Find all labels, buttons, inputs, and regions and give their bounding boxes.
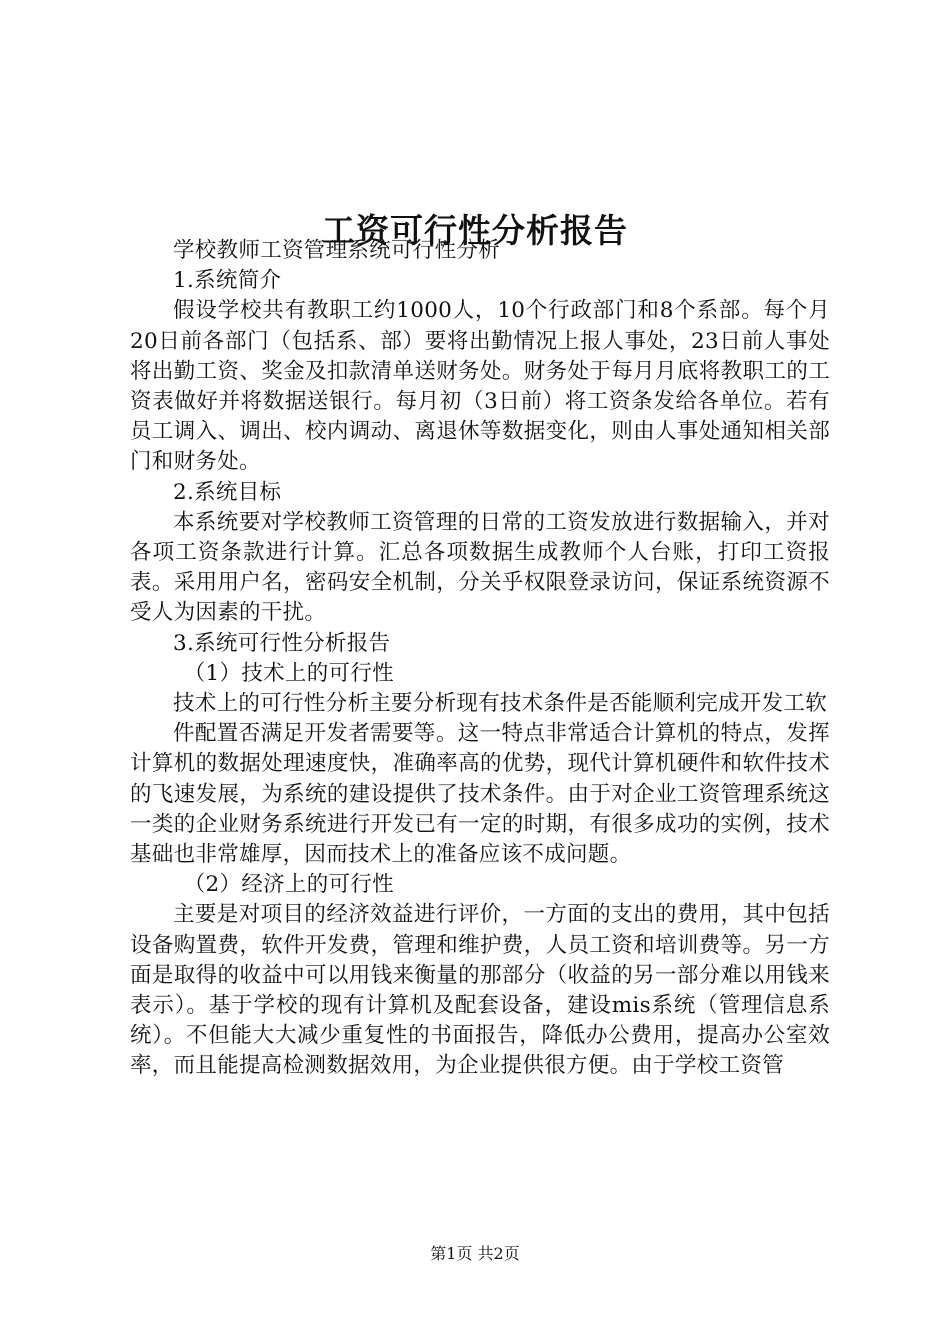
paragraph-system-intro: 假设学校共有教职工约1000人，10个行政部门和8个系部。每个月20日前各部门（包括系、部）要将出勤情况上报人事处，23日前人事处将出勤工资、奖金及扣款清单送财务处。财务处于每月月底将教职工的工资表做好并将数据送银行。每月初（3日前）将工资条发给各单位。若有员工调入、调出、校内调动、离退休等数据变化，则由人事处通知相关部门和财务处。 <box>130 298 830 475</box>
document-body <box>130 236 830 1082</box>
section-heading-1: 1.系统简介 <box>173 268 282 294</box>
paragraph-system-goal: 本系统要对学校教师工资管理的日常的工资发放进行数据输入，并对各项工资条款进行计算。汇总各项数据生成教师个人台账，打印工资报表。采用用户名，密码安全机制，分关乎权限登录访问，保证系统资源不受人为因素的干扰。 <box>130 509 830 626</box>
section-heading-3: 3.系统可行性分析报告 <box>173 630 391 656</box>
subtitle-paragraph: 学校教师工资管理系统可行性分析 <box>173 238 501 263</box>
subsection-heading-technical: （1）技术上的可行性 <box>183 660 394 686</box>
paragraph-technical-2: 件配置否满足开发者需要等。这一特点非常适合计算机的特点，发挥计算机的数据处理速度快，准确率高的优势，现代计算机硬件和软件技术的飞速发展，为系统的建设提供了技术条件。由于对企业工资管理系统这一类的企业财务系统进行开发已有一定的时期，有很多成功的实例，技术基础也非常雄厚，因而技术上的准备应该不成问题。 <box>130 721 830 868</box>
paragraph-technical-1: 技术上的可行性分析主要分析现有技术条件是否能顺利完成开发工软 <box>173 691 828 717</box>
document-title: 工资可行性分析报告 <box>322 211 628 251</box>
paragraph-economic: 主要是对项目的经济效益进行评价，一方面的支出的费用，其中包括设备购置费，软件开发费，管理和维护费，人员工资和培训费等。另一方面是取得的收益中可以用钱来衡量的那部分（收益的另一部分难以用钱来表示）。基于学校的现有计算机及配套设备，建设mis系统（管理信息系统）。不但能大大减少重复性的书面报告，降低办公费用，提高办公室效率，而且能提高检测数据效用，为企业提供很方便。由于学校工资管 <box>130 902 830 1079</box>
page-footer: 第1页 共2页 <box>430 1244 520 1263</box>
subsection-heading-economic: （2）经济上的可行性 <box>183 872 394 898</box>
section-heading-2: 2.系统目标 <box>173 479 282 505</box>
